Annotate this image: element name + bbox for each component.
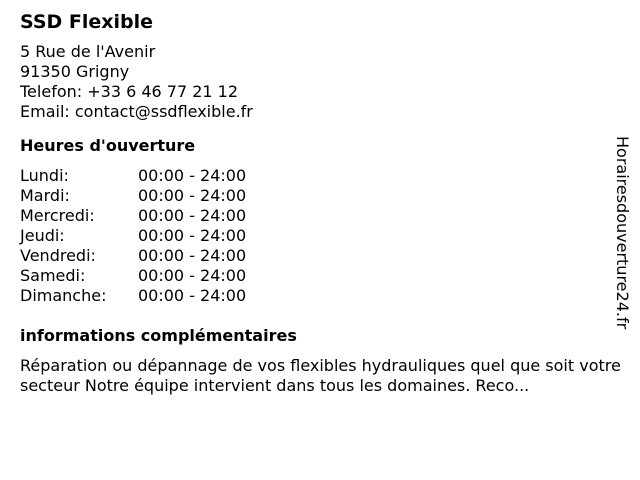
address-street: 5 Rue de l'Avenir — [20, 42, 156, 61]
hours-day: Jeudi: — [20, 226, 65, 245]
email-line: Email: contact@ssdflexible.fr — [20, 102, 253, 121]
hours-day: Dimanche: — [20, 286, 107, 305]
business-name: SSD Flexible — [20, 11, 154, 33]
hours-row-samedi — [20, 266, 620, 286]
info-title: informations complémentaires — [20, 326, 297, 345]
hours-row-vendredi — [20, 246, 620, 266]
hours-time: 00:00 - 24:00 — [138, 226, 247, 245]
hours-table — [20, 166, 620, 306]
address-city: 91350 Grigny — [20, 62, 130, 81]
hours-day: Vendredi: — [20, 246, 96, 265]
hours-time: 00:00 - 24:00 — [138, 246, 247, 265]
hours-row-dimanche — [20, 286, 620, 306]
hours-row-lundi — [20, 166, 620, 186]
hours-day: Lundi: — [20, 166, 69, 185]
hours-row-mardi — [20, 186, 620, 206]
hours-day: Mardi: — [20, 186, 70, 205]
hours-time: 00:00 - 24:00 — [138, 286, 247, 305]
hours-time: 00:00 - 24:00 — [138, 166, 247, 185]
hours-time: 00:00 - 24:00 — [138, 206, 247, 225]
hours-day: Mercredi: — [20, 206, 95, 225]
hours-time: 00:00 - 24:00 — [138, 266, 247, 285]
business-card — [20, 10, 620, 396]
hours-day: Samedi: — [20, 266, 86, 285]
info-text: Réparation ou dépannage de vos flexibles hydrauliques quel que soit votre secteur Notre équipe intervient dans tous les domaines. Reco... — [20, 356, 621, 395]
hours-row-jeudi — [20, 226, 620, 246]
hours-row-mercredi — [20, 206, 620, 226]
hours-title: Heures d'ouverture — [20, 136, 196, 155]
hours-time: 00:00 - 24:00 — [138, 186, 247, 205]
phone-line: Telefon: +33 6 46 77 21 12 — [20, 82, 239, 101]
watermark: Horairesdouverture24.fr — [613, 136, 632, 330]
